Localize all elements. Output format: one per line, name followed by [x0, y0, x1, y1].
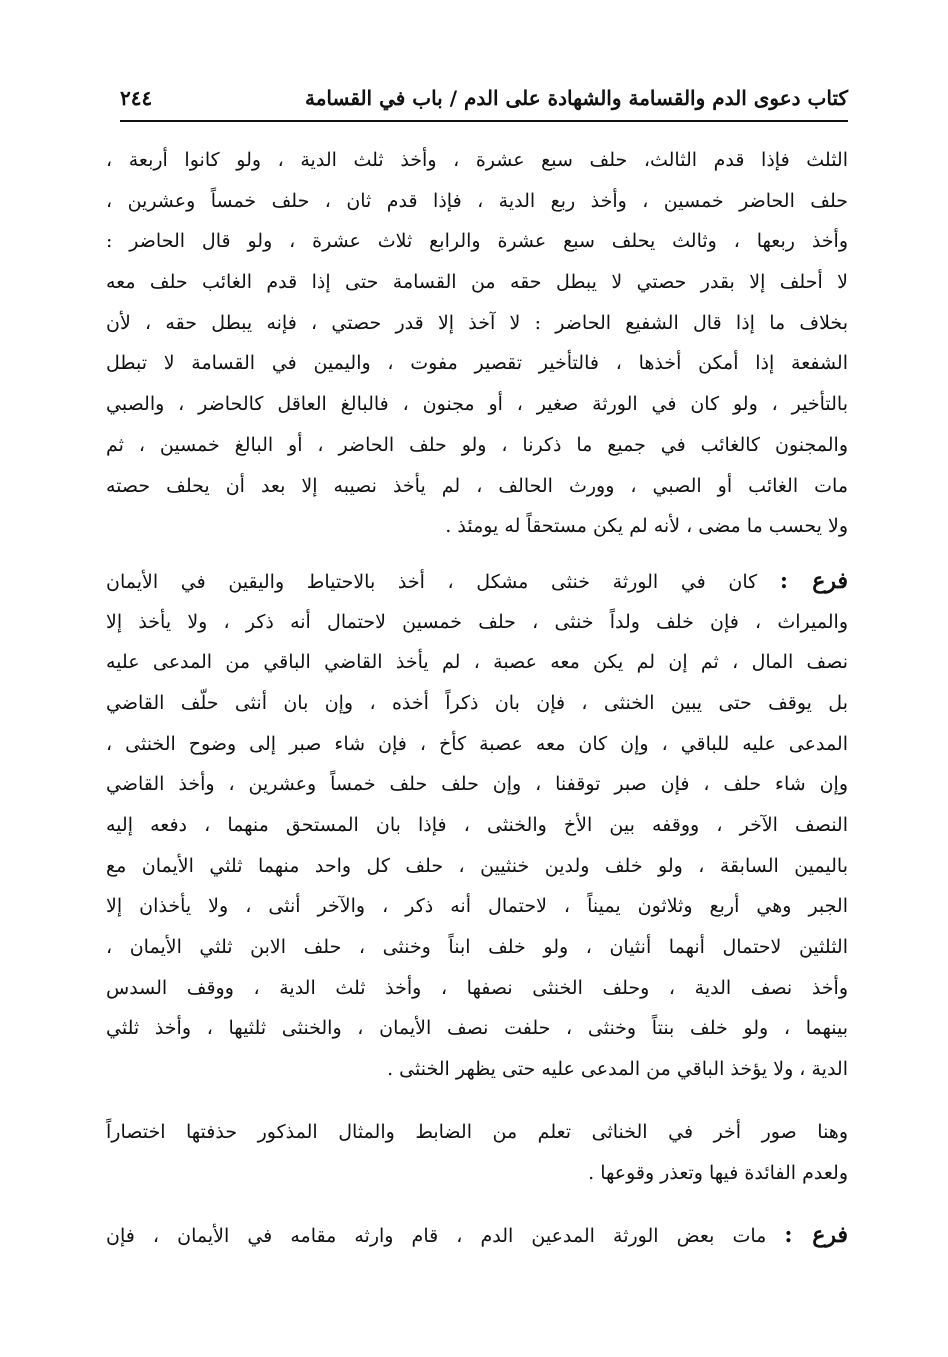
text-line: بل يوقف حتى يبين الخنثى ، فإن بان ذكراً أخذه ، وإن بان أنثى حلّف القاضي [106, 691, 848, 714]
text-line [106, 561, 848, 602]
text-line: حلف الحاضر خمسين ، وأخذ ربع الدية ، فإذا قدم ثان ، حلف خمساً وعشرين ، [106, 189, 848, 212]
text-line: الثلث فإذا قدم الثالث، حلف سبع عشرة ، وأخذ ثلث الدية ، ولو كانوا أربعة ، [106, 149, 848, 171]
text-line: وإن شاء حلف ، فإن صبر توقفنا ، وإن حلف حلف خمساً وعشرين ، وأخذ القاضي [106, 773, 848, 796]
text-line: بخلاف ما إذا قال الشفيع الحاضر : لا آخذ إلا قدر حصتي ، فإنه يبطل حقه ، لأن [106, 311, 848, 334]
text-line: بينهما ، ولو خلف بنتاً وخنثى ، حلفت نصف الأيمان ، والخنثى ثلثيها ، وأخذ ثلثي [106, 1017, 848, 1040]
text-line: ولعدم الفائدة فيها وتعذر وقوعها . [588, 1161, 848, 1184]
text-line: بالتأخير ، ولو كان في الورثة صغير ، أو مجنون ، فالبالغ العاقل كالحاضر ، والصبي [106, 393, 848, 416]
text-line: ولا يحسب ما مضى ، لأنه لم يكن مستحقاً له يومئذ . [445, 515, 848, 538]
page-header [120, 80, 848, 116]
text-line: وأخذ نصف الدية ، وحلف الخنثى نصفها ، وأخذ ثلث الدية ، ووقف السدس [106, 976, 848, 999]
section-label: فرع : [784, 1222, 848, 1249]
line-text: مات بعض الورثة المدعين الدم ، قام وارثه مقامه في الأيمان ، فإن [106, 1225, 767, 1248]
header-divider [120, 120, 848, 122]
paragraph [106, 561, 848, 1090]
paragraph-gap [106, 1193, 848, 1215]
page-number: ٢٤٤ [120, 86, 153, 110]
line-text: كان في الورثة خنثى مشكل ، أخذ بالاحتياط واليقين في الأيمان [106, 570, 758, 593]
text-line: المدعى عليه للباقي ، وإن كان معه عصبة كأخ ، فإن شاء صبر إلى وضوح الخنثى ، [106, 732, 848, 755]
paragraph [106, 1215, 848, 1256]
text-line: لا أحلف إلا بقدر حصتي لا يبطل حقه من القسامة حتى إذا قدم الغائب حلف معه [106, 271, 848, 294]
text-line: وهنا صور أخر في الخناثى تعلم من الضابط والمثال المذكور حذفتها اختصاراً [106, 1120, 848, 1143]
text-line: والمجنون كالغائب في جميع ما ذكرنا ، ولو حلف الحاضر ، أو البالغ خمسين ، ثم [106, 433, 848, 456]
section-label: فرع : [779, 567, 848, 594]
paragraph [106, 1112, 848, 1193]
text-line: الدية ، ولا يؤخذ الباقي من المدعى عليه حتى يظهر الخنثى . [387, 1058, 848, 1081]
text-line: وأخذ ربعها ، وثالث يحلف سبع عشرة والرابع ثلاث عشرة ، ولو قال الحاضر : [106, 230, 848, 253]
text-line: الشفعة إذا أمكن أخذها ، فالتأخير تقصير مفوت ، واليمين في القسامة لا تبطل [106, 352, 848, 375]
paragraph [106, 140, 848, 547]
running-title: كتاب دعوى الدم والقسامة والشهادة على الدم / باب في القسامة [304, 86, 848, 110]
paragraph-gap [106, 547, 848, 561]
text-line: الثلثين لاحتمال أنهما أنثيان ، ولو خلف ابناً وخنثى ، حلف الابن ثلثي الأيمان ، [106, 936, 848, 959]
text-line: باليمين السابقة ، ولو خلف ولدين خنثيين ، حلف كل واحد منهما ثلثي الأيمان مع [106, 854, 848, 877]
text-line: مات الغائب أو الصبي ، وورث الحالف ، لم يأخذ نصيبه إلا بعد أن يحلف حصته [106, 474, 848, 497]
paragraph-gap [106, 1090, 848, 1112]
text-line: نصف المال ، ثم إن لم يكن معه عصبة ، لم يأخذ القاضي الباقي من المدعى عليه [106, 651, 848, 674]
page-body [106, 140, 848, 1256]
text-line: والميراث ، فإن خلف ولداً خنثى ، حلف خمسين لاحتمال أنه ذكر ، ولا يأخذ إلا [106, 610, 848, 633]
text-line [106, 1215, 848, 1256]
text-line: الجبر وهي أربع وثلاثون يميناً ، لاحتمال أنه ذكر ، والآخر أنثى ، ولا يأخذان إلا [106, 895, 848, 918]
text-line: النصف الآخر ، ووقفه بين الأخ والخنثى ، فإذا بان المستحق منهما ، دفعه إليه [106, 814, 848, 836]
